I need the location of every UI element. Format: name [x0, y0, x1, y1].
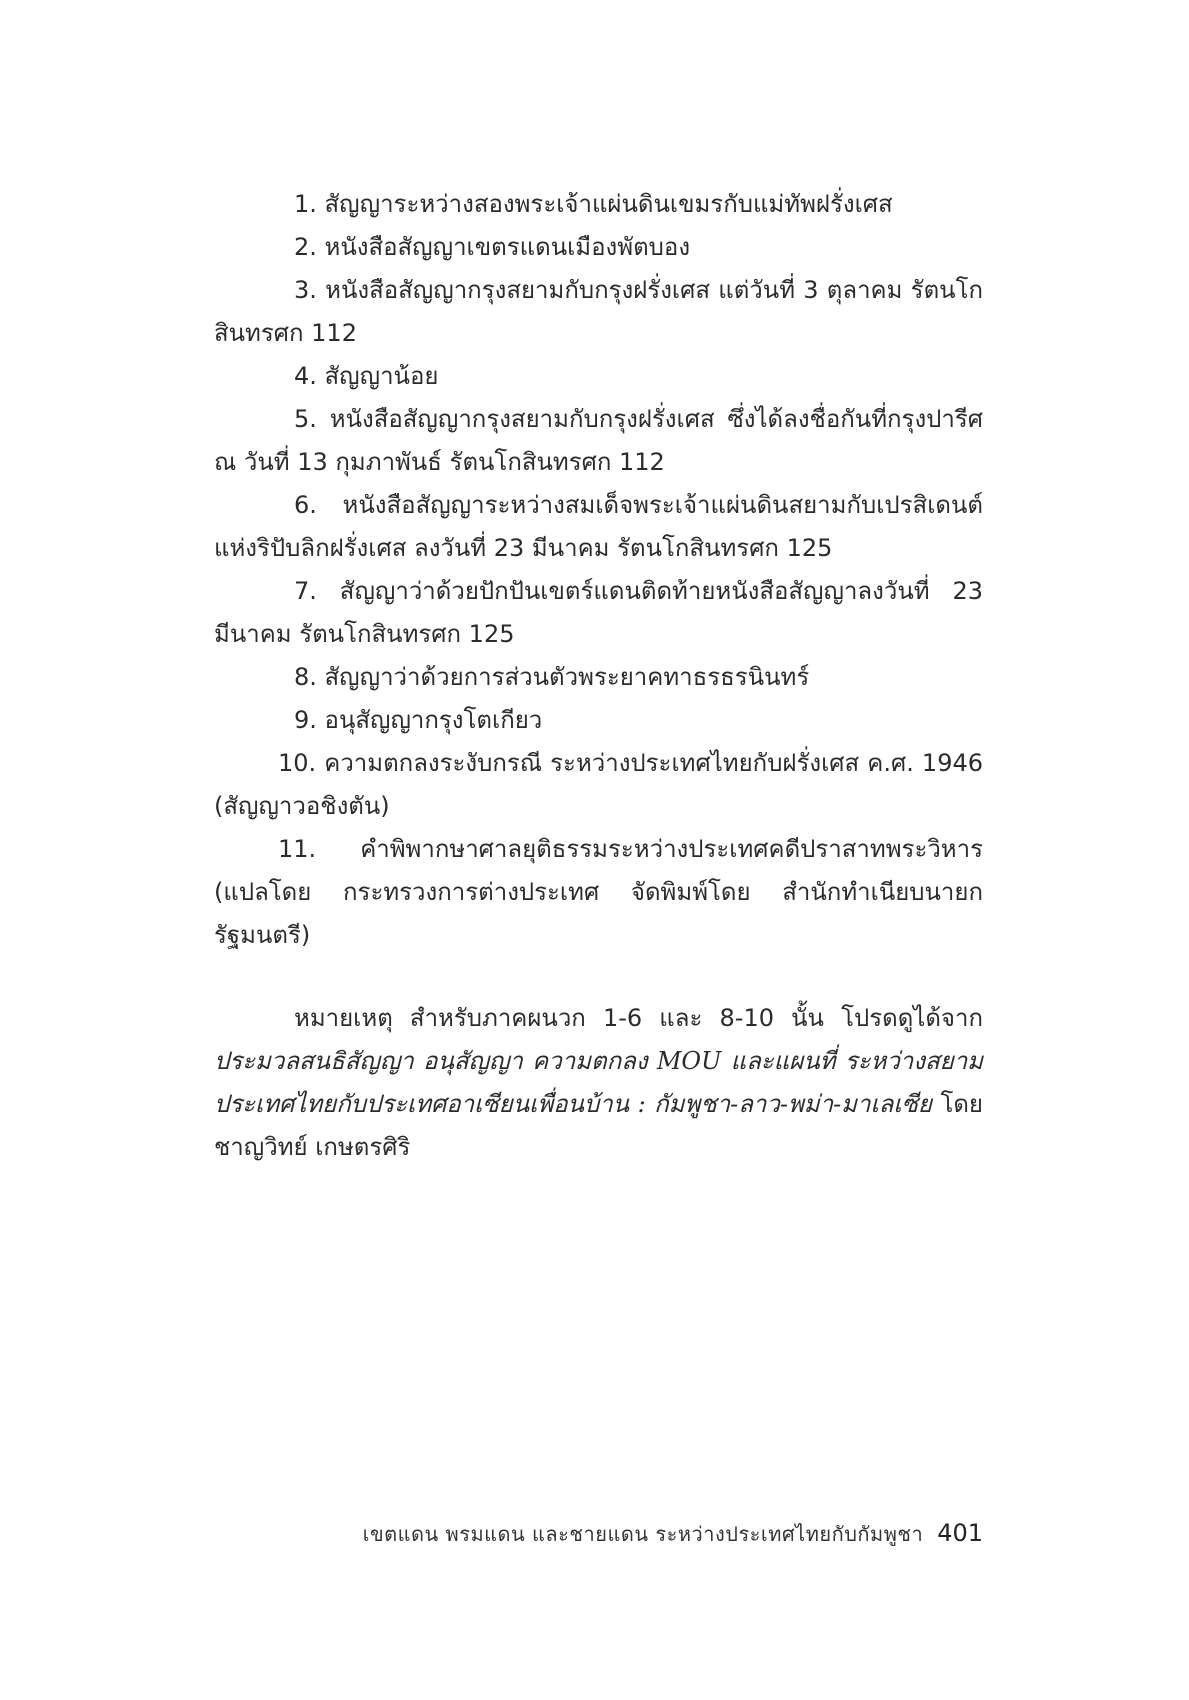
appendix-item-3: 3. หนังสือสัญญากรุงสยามกับกรุงฝรั่งเศส แต่วันที่ 3 ตุลาคม รัตนโกสินทรศก 112 — [214, 276, 983, 347]
appendix-item-9: 9. อนุสัญญากรุงโตเกียว — [294, 706, 543, 734]
referenced-book-author: โดย ชาญวิทย์ เกษตรศิริ — [214, 1090, 983, 1161]
appendix-list — [214, 183, 983, 1169]
referenced-book-title: ประมวลสนธิสัญญา อนุสัญญา ความตกลง MOU และแผนที่ ระหว่างสยามประเทศไทยกับประเทศอาเซียนเพื่อนบ้าน : กัมพูชา-ลาว-พม่า-มาเลเซีย — [214, 1047, 983, 1118]
appendix-item-5: 5. หนังสือสัญญากรุงสยามกับกรุงฝรั่งเศส ซึ่งได้ลงชื่อกันที่กรุงปารีศ ณ วันที่ 13 กุมภาพันธ์ รัตนโกสินทรศก 112 — [214, 405, 983, 476]
running-footer-title: เขตแดน พรมแดน และชายแดน ระหว่างประเทศไทยกับกัมพูชา — [362, 1522, 924, 1546]
appendix-item-10: 10. ความตกลงระงับกรณี ระหว่างประเทศไทยกับฝรั่งเศส ค.ศ. 1946 (สัญญาวอชิงตัน) — [214, 749, 983, 820]
appendix-item-11: 11. คำพิพากษาศาลยุติธรรมระหว่างประเทศคดีปราสาทพระวิหาร (แปลโดย กระทรวงการต่างประเทศ จัดพิมพ์โดย สำนักทำเนียบนายกรัฐมนตรี) — [214, 835, 983, 949]
page-number: 401 — [937, 1519, 983, 1547]
appendix-item-1: 1. สัญญาระหว่างสองพระเจ้าแผ่นดินเขมรกับแม่ทัพฝรั่งเศส — [294, 190, 893, 218]
appendix-item-7: 7. สัญญาว่าด้วยปักปันเขตร์แดนติดท้ายหนังสือสัญญาลงวันที่ 23 มีนาคม รัตนโกสินทรศก 125 — [214, 577, 983, 648]
remark-lead: หมายเหตุ สำหรับภาคผนวก 1-6 และ 8-10 นั้น โปรดดูได้จาก — [294, 1004, 983, 1032]
appendix-item-6: 6. หนังสือสัญญาระหว่างสมเด็จพระเจ้าแผ่นดินสยามกับเปรสิเดนต์แห่งริปับลิกฝรั่งเศส ลงวันที่ 23 มีนาคม รัตนโกสินทรศก 125 — [214, 491, 983, 562]
appendix-item-4: 4. สัญญาน้อย — [294, 362, 439, 390]
appendix-item-2: 2. หนังสือสัญญาเขตรแดนเมืองพัตบอง — [294, 233, 691, 261]
appendix-item-8: 8. สัญญาว่าด้วยการส่วนตัวพระยาคทาธรธรนินทร์ — [294, 663, 810, 691]
remark-paragraph — [214, 997, 983, 1169]
page-footer — [360, 1518, 983, 1558]
